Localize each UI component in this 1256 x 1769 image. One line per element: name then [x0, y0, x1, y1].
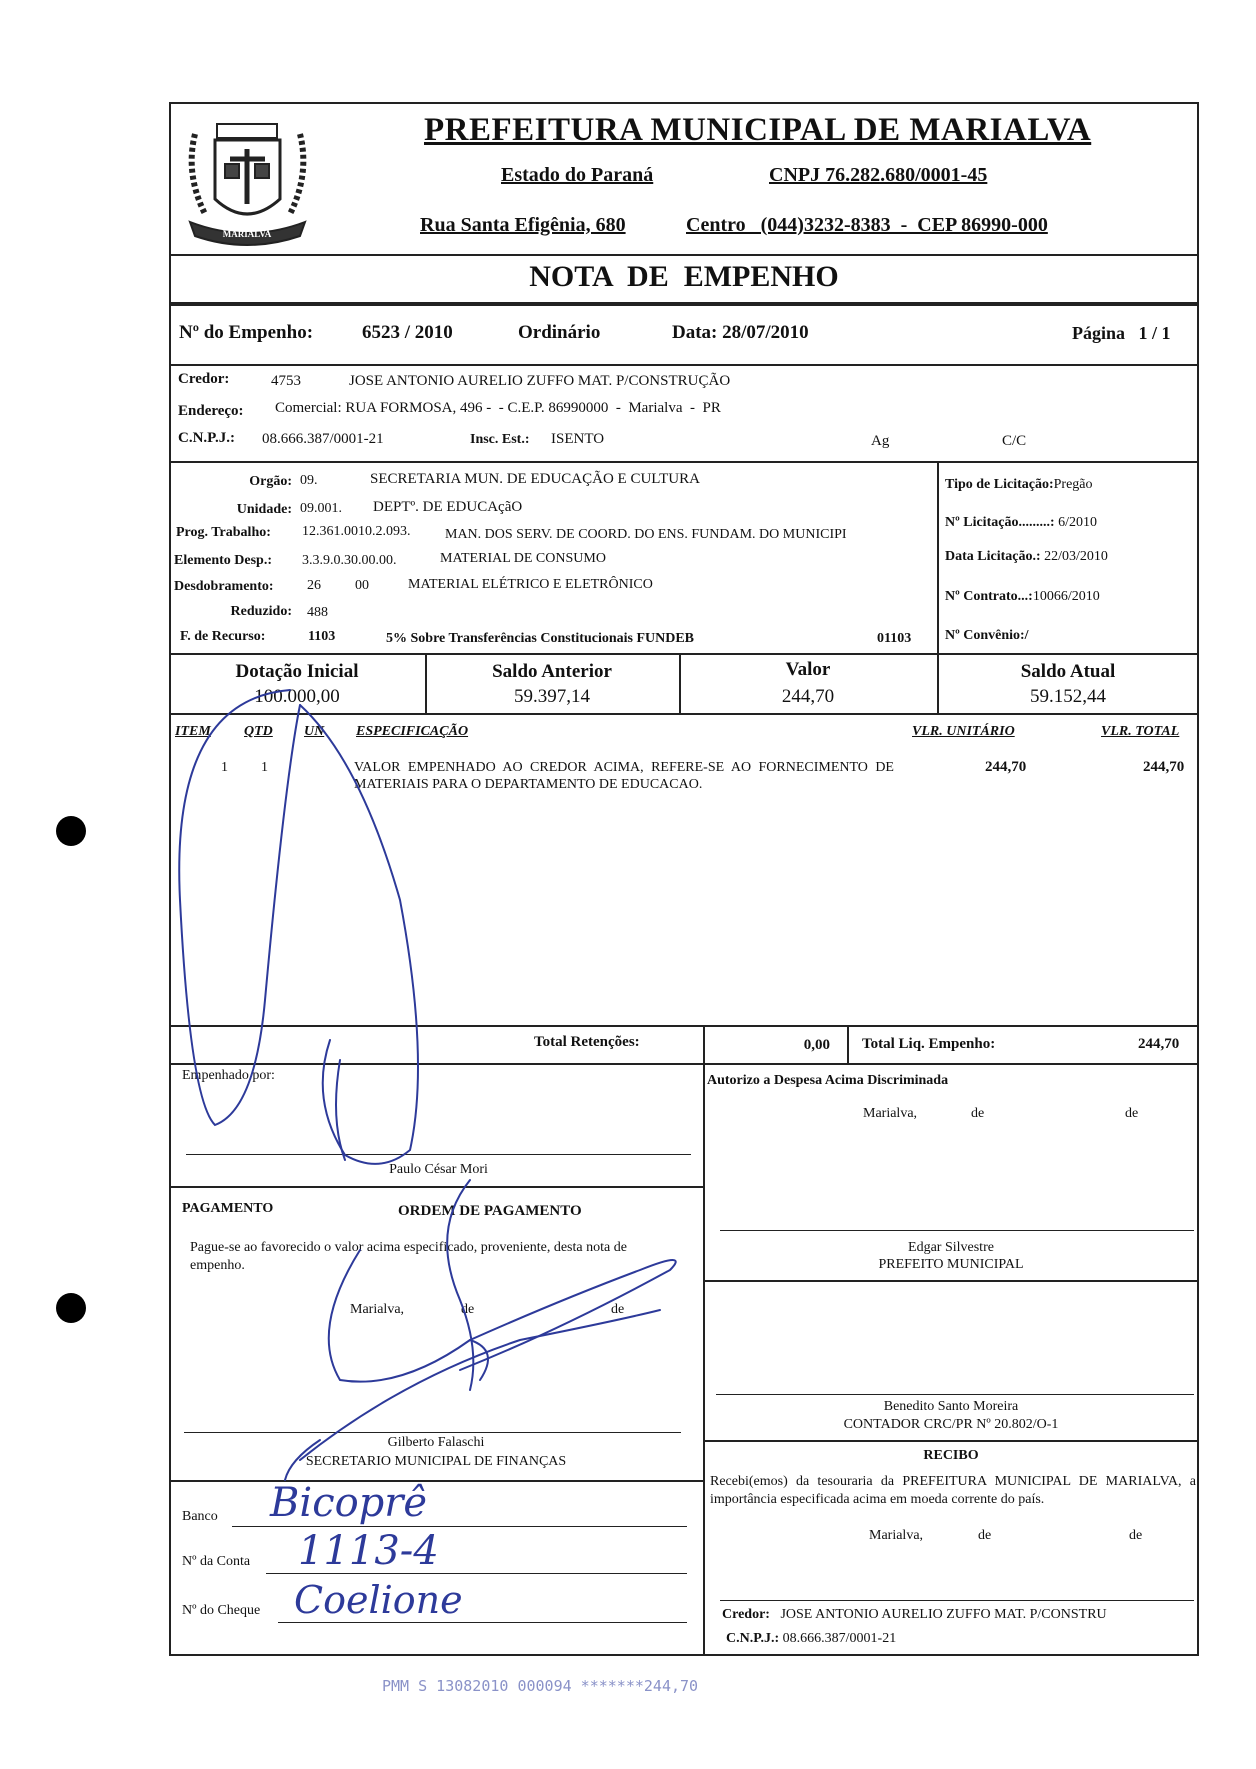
bank-stamp: PMM S 13082010 000094 *******244,70 — [382, 1677, 699, 1695]
page-number: Página 1 / 1 — [1072, 323, 1171, 343]
credor-insc: ISENTO — [551, 431, 605, 447]
credor-code: 4753 — [271, 373, 301, 389]
header-title: PREFEITURA MUNICIPAL DE MARIALVA — [424, 112, 1092, 148]
doc-title: NOTA DE EMPENHO — [529, 260, 839, 293]
ordem-pagamento: ORDEM DE PAGAMENTO — [398, 1203, 582, 1219]
dotacao-value: 100.000,00 — [254, 686, 340, 707]
item-row-1-qtd: 1 — [261, 760, 268, 775]
pagamento-place: Marialva, — [350, 1302, 405, 1317]
autorizo-place: Marialva, — [863, 1106, 918, 1121]
empenho-label: Nº do Empenho: — [179, 322, 314, 343]
col-vlr-unit: VLR. UNITÁRIO — [912, 724, 1015, 739]
anterior-label: Saldo Anterior — [492, 661, 612, 682]
elemento-label: Elemento Desp.: — [174, 553, 272, 568]
recibo-credor-name: JOSE ANTONIO AURELIO ZUFFO MAT. P/CONSTRU — [780, 1607, 1107, 1622]
col-item: ITEM — [175, 724, 211, 739]
orgao-code: 09. — [300, 473, 318, 488]
header-state: Estado do Paraná — [501, 164, 654, 186]
header-address: Centro (044)3232-8383 - CEP 86990-000 — [686, 214, 1048, 236]
cnpj-label: C.N.P.J.: — [178, 430, 235, 446]
cheque-label: Nº do Cheque — [182, 1603, 261, 1618]
prefeito-title: PREFEITO MUNICIPAL — [878, 1257, 1024, 1272]
atual-label: Saldo Atual — [1020, 661, 1116, 682]
liq-value: 244,70 — [1138, 1036, 1180, 1052]
banco-handwritten: Bicoprê — [270, 1480, 428, 1526]
recibo-title: RECIBO — [923, 1448, 979, 1463]
credor-endereco: Comercial: RUA FORMOSA, 496 - - C.E.P. 86990000 - Marialva - PR — [275, 400, 721, 416]
secretario-title: SECRETARIO MUNICIPAL DE FINANÇAS — [305, 1454, 567, 1469]
endereco-label: Endereço: — [178, 403, 244, 419]
licitacao-tipo: Pregão — [1053, 477, 1093, 492]
recibo-credor: Credor: JOSE ANTONIO AURELIO ZUFFO MAT. P/CONSTRU — [722, 1607, 1107, 1622]
licitacao-data: 22/03/2010 — [1044, 549, 1108, 564]
dotacao-label: Dotação Inicial — [235, 661, 359, 682]
unidade-name: DEPTº. DE EDUCAçãO — [373, 499, 523, 515]
licitacao-num-label: Nº Licitação.........: 6/2010 — [945, 515, 1097, 530]
reduzido-label: Reduzido: — [230, 604, 292, 619]
secretario-name: Gilberto Falaschi — [387, 1435, 485, 1450]
col-vlr-total: VLR. TOTAL — [1101, 724, 1180, 739]
anterior-value: 59.397,14 — [514, 686, 590, 707]
reduzido-value: 488 — [307, 605, 328, 620]
orgao-label: Orgão: — [249, 474, 292, 489]
unidade-code: 09.001. — [300, 501, 342, 516]
elemento-code: 3.3.9.0.30.00.00. — [302, 553, 397, 568]
pagamento-de2: de — [611, 1302, 625, 1317]
autorizo-de2: de — [1125, 1106, 1139, 1121]
conta-label: Nº da Conta — [182, 1554, 251, 1569]
item-row-1-vlr-unit: 244,70 — [985, 759, 1027, 775]
credor-cc: C/C — [1002, 433, 1027, 449]
orgao-name: SECRETARIA MUN. DE EDUCAÇÃO E CULTURA — [370, 471, 700, 487]
desdob-code2: 00 — [355, 578, 369, 593]
desdob-name: MATERIAL ELÉTRICO E ELETRÔNICO — [408, 577, 653, 592]
recibo-cnpj: C.N.P.J.: 08.666.387/0001-21 — [726, 1631, 897, 1646]
item-row-1-vlr-total: 244,70 — [1143, 759, 1185, 775]
pagamento-de1: de — [461, 1302, 475, 1317]
valor-value: 244,70 — [781, 686, 835, 707]
empenho-date: Data: 28/07/2010 — [672, 322, 809, 343]
col-un: UN — [304, 724, 325, 739]
svg-text:MARIALVA: MARIALVA — [222, 229, 272, 239]
conta-handwritten: 1113-4 — [298, 1528, 439, 1574]
licitacao-num: 6/2010 — [1058, 515, 1097, 530]
credor-name: JOSE ANTONIO AURELIO ZUFFO MAT. P/CONSTRUÇÃO — [349, 373, 731, 389]
prefeito-name: Edgar Silvestre — [908, 1240, 994, 1255]
col-qtd: QTD — [244, 724, 273, 739]
autorizo-title: Autorizo a Despesa Acima Discriminada — [707, 1073, 949, 1088]
credor-label: Credor: — [178, 371, 230, 387]
retencoes-label: Total Retenções: — [534, 1034, 640, 1050]
cheque-handwritten: Coelione — [294, 1578, 463, 1622]
desdob-label: Desdobramento: — [174, 579, 274, 594]
credor-ag: Ag — [871, 433, 890, 449]
empenho-number: 6523 / 2010 — [362, 322, 453, 343]
recibo-de1: de — [978, 1528, 992, 1543]
elemento-name: MATERIAL DE CONSUMO — [440, 551, 606, 566]
credor-cnpj: 08.666.387/0001-21 — [262, 431, 384, 447]
item-row-1-item: 1 — [221, 760, 228, 775]
insc-label: Insc. Est.: — [470, 432, 530, 447]
convenio-label: Nº Convênio:/ — [945, 628, 1029, 643]
desdob-code1: 26 — [307, 578, 321, 593]
recurso-code2: 01103 — [877, 631, 912, 646]
empenhado-name: Paulo César Mori — [389, 1162, 488, 1177]
recurso-name: 5% Sobre Transferências Constitucionais FUNDEB — [386, 631, 695, 646]
recibo-cnpj-value: 08.666.387/0001-21 — [782, 1631, 897, 1646]
pagamento-label: PAGAMENTO — [182, 1201, 274, 1216]
licitacao-data-label: Data Licitação.: 22/03/2010 — [945, 549, 1108, 564]
valor-label: Valor — [785, 659, 831, 680]
recibo-place: Marialva, — [869, 1528, 924, 1543]
contrato-label: Nº Contrato...:10066/2010 — [945, 589, 1100, 604]
pagamento-text: Pague-se ao favorecido o valor acima especificado, proveniente, desta nota de empenho. — [190, 1240, 627, 1273]
col-espec: ESPECIFICAÇÃO — [356, 724, 469, 739]
banco-label: Banco — [182, 1509, 218, 1524]
prog-name: MAN. DOS SERV. DE COORD. DO ENS. FUNDAM. DO MUNICIPI — [445, 527, 847, 542]
contador-title: CONTADOR CRC/PR Nº 20.802/O-1 — [843, 1417, 1059, 1432]
empenhado-label: Empenhado por: — [182, 1068, 275, 1083]
retencoes-value: 0,00 — [803, 1037, 830, 1053]
atual-value: 59.152,44 — [1030, 686, 1106, 707]
recurso-label: F. de Recurso: — [180, 629, 266, 644]
licitacao-tipo-label: Tipo de Licitação:Pregão — [945, 477, 1093, 492]
empenho-type: Ordinário — [518, 322, 601, 343]
item-row-1-espec: VALOR EMPENHADO AO CREDOR ACIMA, REFERE-SE AO FORNECIMENTO DE MATERIAIS PARA O DEPARTAMENTO DE EDUCACAO. — [354, 760, 894, 792]
header-cnpj: CNPJ 76.282.680/0001-45 — [769, 164, 988, 186]
prog-code: 12.361.0010.2.093. — [302, 524, 411, 539]
liq-label: Total Liq. Empenho: — [862, 1036, 996, 1052]
contrato-num: 10066/2010 — [1032, 589, 1100, 604]
header-street: Rua Santa Efigênia, 680 — [420, 214, 626, 236]
recibo-text: Recebi(emos) da tesouraria da PREFEITURA MUNICIPAL DE MARIALVA, a importância especificada acima em moeda corrente do país. — [710, 1474, 1196, 1507]
recurso-code: 1103 — [308, 629, 336, 644]
autorizo-de1: de — [971, 1106, 985, 1121]
prog-label: Prog. Trabalho: — [176, 525, 271, 540]
recibo-de2: de — [1129, 1528, 1143, 1543]
unidade-label: Unidade: — [236, 502, 292, 517]
contador-name: Benedito Santo Moreira — [883, 1399, 1019, 1414]
